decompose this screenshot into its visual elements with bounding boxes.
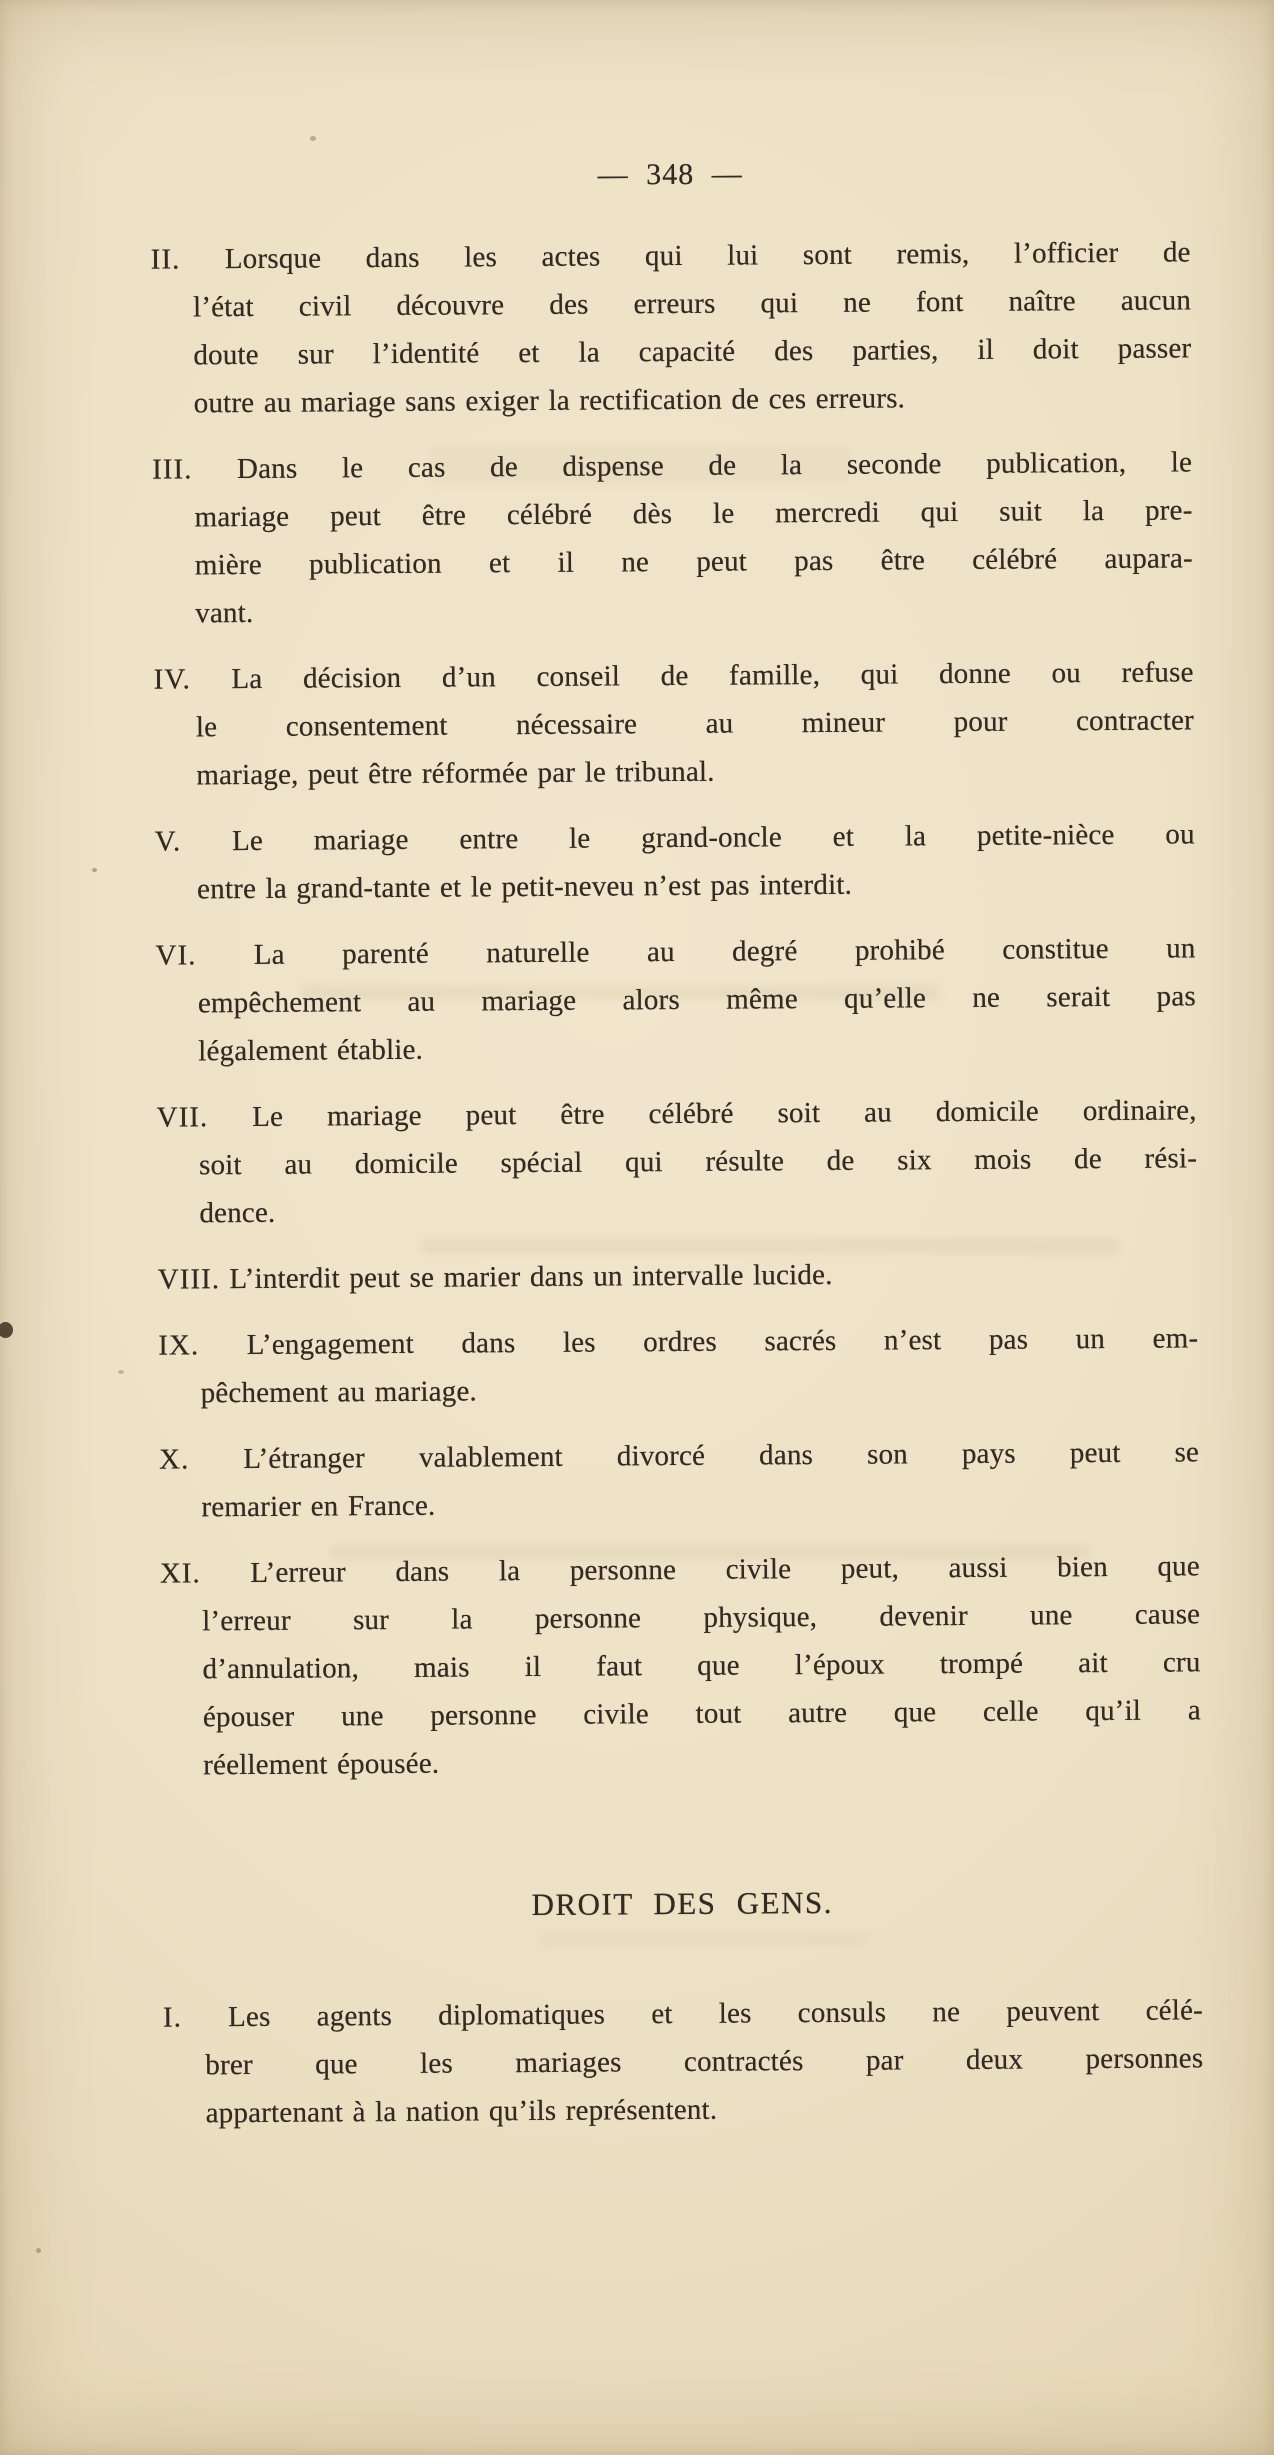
text-line: le consentement nécessaire au mineur pour contracter: [195, 704, 1195, 744]
text-line: remarier en France.: [201, 1489, 436, 1524]
list-item-viii: [158, 1248, 1198, 1303]
text-line: appartenant à la nation qu’ils représentent.: [205, 2093, 718, 2130]
text-line: d’annulation, mais il faut que l’époux trompé ait cru: [202, 1646, 1201, 1686]
text-line: entre la grand-tante et le petit-neveu n’est pas interdit.: [197, 868, 853, 906]
item-numeral: III.: [152, 453, 193, 486]
text-line: mière publication et il ne peut pas être célébré aupara-: [194, 542, 1193, 582]
text-line: V. Le mariage entre le grand-oncle et la petite-nièce ou: [154, 818, 1195, 858]
item-numeral: V.: [154, 825, 182, 858]
item-numeral: IV.: [153, 663, 191, 696]
ink-speck: [310, 136, 316, 141]
text-line: III. Dans le cas de dispense de la seconde publication, le: [152, 446, 1193, 486]
list-item-iii: [152, 438, 1193, 637]
text-column: [150, 151, 1204, 2137]
text-line: soit au domicile spécial qui résulte de six mois de rési-: [198, 1142, 1198, 1182]
text-line: réellement épousée.: [203, 1747, 440, 1782]
text-line: outre au mariage sans exiger la rectification de ces erreurs.: [193, 382, 906, 420]
item-numeral: VI.: [155, 939, 197, 972]
list-item-i: [163, 1986, 1204, 2137]
list-item-x: [159, 1428, 1200, 1531]
text-line: I. Les agents diplomatiques et les consuls ne peuvent célé-: [162, 1994, 1204, 2034]
item-numeral: VII.: [156, 1101, 209, 1134]
text-line: l’état civil découvre des erreurs qui ne font naître aucun: [192, 284, 1192, 324]
text-line: IV. La décision d’un conseil de famille, qui donne ou refuse: [153, 656, 1194, 696]
text-line: pêchement au mariage.: [200, 1375, 478, 1410]
list-item-v: [155, 810, 1196, 913]
item-numeral: XI.: [159, 1557, 201, 1590]
text-line: doute sur l’identité et la capacité des parties, il doit passer: [193, 332, 1192, 372]
list-item-vi: [155, 924, 1196, 1075]
text-line: mariage, peut être réformée par le tribunal.: [196, 755, 715, 792]
item-numeral: X.: [158, 1443, 190, 1476]
text-line: X. L’étranger valablement divorcé dans son pays peut se: [158, 1436, 1200, 1476]
ink-speck: [118, 1370, 124, 1374]
ink-speck: [0, 1322, 13, 1338]
item-numeral: VIII.: [157, 1263, 221, 1296]
ink-speck: [36, 2248, 41, 2253]
ink-speck: [92, 868, 97, 872]
text-line: dence.: [199, 1196, 276, 1230]
text-line: empêchement au mariage alors même qu’elle ne serait pas: [197, 980, 1196, 1020]
page-number: — 348 —: [597, 157, 743, 192]
item-numeral: IX.: [158, 1329, 200, 1362]
sections: [151, 228, 1204, 2137]
text-line: VII. Le mariage peut être célébré soit au domicile ordinaire,: [156, 1094, 1197, 1134]
text-line: VI. La parenté naturelle au degré prohibé constitue un: [155, 932, 1196, 972]
list-item-iv: [153, 648, 1194, 799]
text-line: vant.: [195, 596, 254, 630]
text-line: II. Lorsque dans les actes qui lui sont remis, l’officier de: [150, 236, 1191, 276]
text-line: légalement établie.: [198, 1033, 424, 1068]
text-line: VIII. L’interdit peut se marier dans un intervalle lucide.: [157, 1258, 833, 1296]
list-item-ix: [158, 1314, 1199, 1417]
text-line: l’erreur sur la personne physique, devenir une cause: [202, 1598, 1201, 1638]
text-line: XI. L’erreur dans la personne civile peut, aussi bien que: [159, 1550, 1200, 1590]
text-line: mariage peut être célébré dès le mercredi qui suit la pre-: [194, 494, 1193, 534]
text-line: épouser une personne civile tout autre que celle qu’il a: [202, 1694, 1201, 1734]
list-item-vii: [157, 1086, 1198, 1237]
section-heading-droit-des-gens: DROIT DES GENS.: [531, 1884, 834, 1923]
item-numeral: I.: [162, 2001, 183, 2034]
text-line: IX. L’engagement dans les ordres sacrés n’est pas un em-: [158, 1322, 1199, 1362]
list-item-ii: [151, 228, 1192, 427]
item-numeral: II.: [150, 243, 181, 276]
text-line: brer que les mariages contractés par deux personnes: [205, 2042, 1204, 2082]
list-item-xi: [160, 1542, 1202, 1789]
